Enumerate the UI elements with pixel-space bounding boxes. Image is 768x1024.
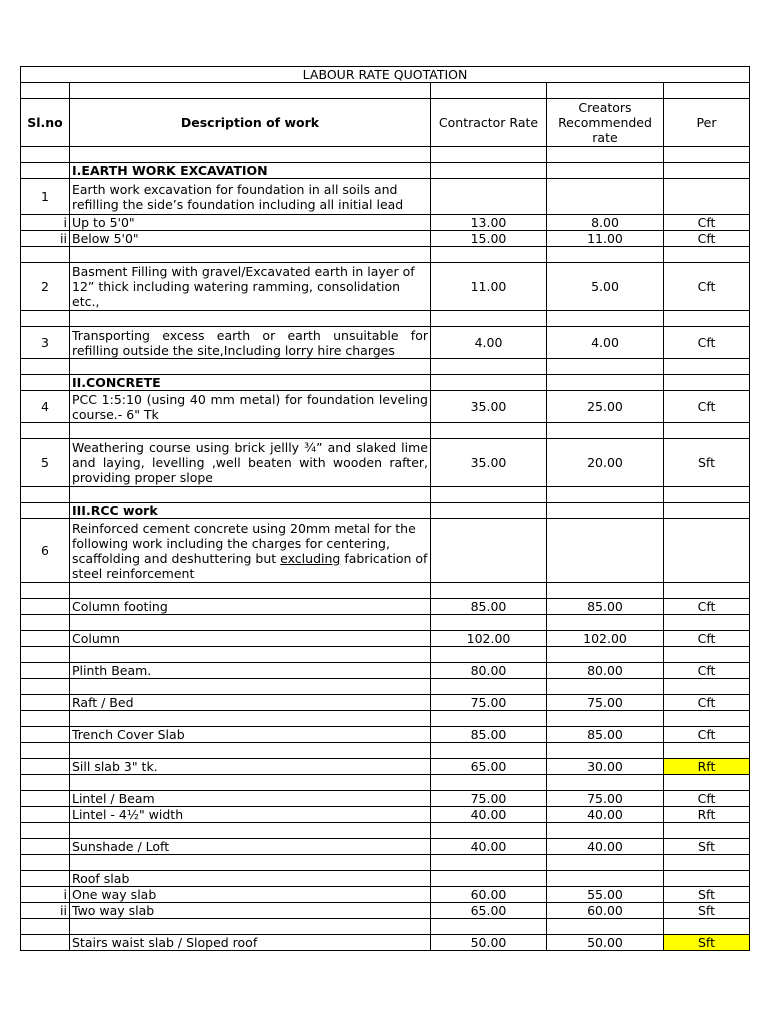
- contractor-rate-cell: 11.00: [431, 263, 547, 311]
- empty-cell: [431, 423, 547, 439]
- empty-cell: [431, 615, 547, 631]
- header-creators-rate: Creators Recommended rate: [547, 99, 664, 147]
- empty-cell: [664, 359, 750, 375]
- sl-number: [21, 935, 70, 951]
- contractor-rate-cell: 60.00: [431, 887, 547, 903]
- empty-cell: [547, 583, 664, 599]
- per-unit-cell: Cft: [664, 695, 750, 711]
- table-row: [21, 935, 750, 951]
- contractor-rate-cell: 40.00: [431, 807, 547, 823]
- table-row: [21, 871, 750, 887]
- sl-cell: [21, 163, 70, 179]
- empty-cell: [70, 679, 431, 695]
- empty-cell: [431, 919, 547, 935]
- blank-row: [21, 359, 750, 375]
- table-row: [21, 327, 750, 359]
- work-description: Column: [70, 631, 431, 647]
- empty-cell: [547, 247, 664, 263]
- per-unit-cell: Cft: [664, 663, 750, 679]
- empty-cell: [547, 743, 664, 759]
- empty-cell: [431, 359, 547, 375]
- empty-cell: [664, 583, 750, 599]
- table-row: [21, 599, 750, 615]
- recommended-rate-cell: 25.00: [547, 391, 664, 423]
- contractor-rate-cell: 75.00: [431, 695, 547, 711]
- empty-cell: [547, 823, 664, 839]
- empty-cell: [547, 487, 664, 503]
- empty-cell: [664, 679, 750, 695]
- empty-cell: [664, 823, 750, 839]
- per-cell: [664, 163, 750, 179]
- recommended-rate-cell: 85.00: [547, 599, 664, 615]
- section-heading-row: [21, 503, 750, 519]
- sl-number: 3: [21, 327, 70, 359]
- contractor-rate-cell: 75.00: [431, 791, 547, 807]
- recommended-rate-cell: 80.00: [547, 663, 664, 679]
- recommended-rate-cell: [547, 163, 664, 179]
- blank-row: [21, 487, 750, 503]
- table-row: [21, 391, 750, 423]
- empty-cell: [431, 775, 547, 791]
- blank-row: [21, 919, 750, 935]
- sl-number: ii: [21, 903, 70, 919]
- sl-number: [21, 599, 70, 615]
- work-description: Transporting excess earth or earth unsuitable for refilling outside the site,Including lorry hire charges: [70, 327, 431, 359]
- empty-cell: [664, 647, 750, 663]
- empty-cell: [21, 711, 70, 727]
- blank-row: [21, 583, 750, 599]
- empty-cell: [431, 855, 547, 871]
- table-row: [21, 179, 750, 215]
- recommended-rate-cell: 75.00: [547, 791, 664, 807]
- empty-cell: [70, 647, 431, 663]
- blank-row: [21, 775, 750, 791]
- table-row: [21, 759, 750, 775]
- work-description: Below 5'0": [70, 231, 431, 247]
- per-unit-cell: Cft: [664, 327, 750, 359]
- work-description: Lintel - 4½" width: [70, 807, 431, 823]
- empty-cell: [70, 711, 431, 727]
- empty-cell: [664, 487, 750, 503]
- sl-number: 2: [21, 263, 70, 311]
- per-unit-cell: Sft: [664, 439, 750, 487]
- contractor-rate-cell: 40.00: [431, 839, 547, 855]
- sl-number: [21, 839, 70, 855]
- empty-cell: [664, 311, 750, 327]
- sl-number: i: [21, 215, 70, 231]
- section-title: II.CONCRETE: [70, 375, 431, 391]
- sl-number: [21, 663, 70, 679]
- empty-cell: [21, 743, 70, 759]
- description-underlined-text: excluding: [280, 550, 341, 566]
- sl-number: [21, 631, 70, 647]
- per-unit-cell: Sft: [664, 839, 750, 855]
- empty-cell: [547, 311, 664, 327]
- empty-cell: [70, 823, 431, 839]
- empty-cell: [21, 423, 70, 439]
- contractor-rate-cell: 35.00: [431, 391, 547, 423]
- sl-cell: [21, 375, 70, 391]
- per-unit-cell: Cft: [664, 727, 750, 743]
- recommended-rate-cell: [547, 871, 664, 887]
- contractor-rate-cell: 50.00: [431, 935, 547, 951]
- contractor-rate-cell: 15.00: [431, 231, 547, 247]
- per-unit-cell: [664, 179, 750, 215]
- header-row: [21, 99, 750, 147]
- recommended-rate-cell: 55.00: [547, 887, 664, 903]
- per-unit-cell: Sft: [664, 903, 750, 919]
- contractor-rate-cell: 80.00: [431, 663, 547, 679]
- sl-number: [21, 871, 70, 887]
- sl-number: ii: [21, 231, 70, 247]
- work-description: Raft / Bed: [70, 695, 431, 711]
- work-description: Roof slab: [70, 871, 431, 887]
- contractor-rate-cell: 85.00: [431, 727, 547, 743]
- table-row: [21, 839, 750, 855]
- contractor-rate-cell: 65.00: [431, 903, 547, 919]
- table-row: [21, 727, 750, 743]
- section-heading-row: [21, 375, 750, 391]
- empty-cell: [664, 743, 750, 759]
- table-row: [21, 215, 750, 231]
- table-row: [21, 791, 750, 807]
- contractor-rate-cell: [431, 179, 547, 215]
- table-row: [21, 807, 750, 823]
- work-description: Weathering course using brick jellly ¾” and slaked lime and laying, levelling ,well beaten with wooden rafter, providing proper slope: [70, 439, 431, 487]
- sl-number: 1: [21, 179, 70, 215]
- empty-cell: [70, 919, 431, 935]
- blank-row: [21, 743, 750, 759]
- recommended-rate-cell: 40.00: [547, 807, 664, 823]
- work-description: Plinth Beam.: [70, 663, 431, 679]
- empty-cell: [547, 147, 664, 163]
- recommended-rate-cell: 50.00: [547, 935, 664, 951]
- work-description: Earth work excavation for foundation in all soils and refilling the side’s foundation including all initial lead: [70, 179, 431, 215]
- recommended-rate-cell: [547, 519, 664, 583]
- empty-cell: [70, 615, 431, 631]
- empty-cell: [431, 487, 547, 503]
- recommended-rate-cell: 4.00: [547, 327, 664, 359]
- empty-cell: [547, 359, 664, 375]
- per-unit-cell: Cft: [664, 791, 750, 807]
- per-cell: [664, 503, 750, 519]
- empty-cell: [431, 247, 547, 263]
- contractor-rate-cell: 102.00: [431, 631, 547, 647]
- empty-cell: [70, 487, 431, 503]
- empty-cell: [547, 711, 664, 727]
- empty-cell: [547, 423, 664, 439]
- work-description: PCC 1:5:10 (using 40 mm metal) for foundation leveling course.- 6" Tk: [70, 391, 431, 423]
- empty-cell: [431, 311, 547, 327]
- empty-cell: [21, 311, 70, 327]
- section-title: III.RCC work: [70, 503, 431, 519]
- table-row: [21, 695, 750, 711]
- empty-cell: [547, 679, 664, 695]
- per-unit-cell: [664, 519, 750, 583]
- per-unit-cell: Cft: [664, 215, 750, 231]
- table-row: [21, 519, 750, 583]
- empty-cell: [431, 647, 547, 663]
- empty-cell: [664, 147, 750, 163]
- work-description: Two way slab: [70, 903, 431, 919]
- empty-cell: [664, 423, 750, 439]
- recommended-rate-cell: 40.00: [547, 839, 664, 855]
- empty-cell: [70, 359, 431, 375]
- per-unit-cell: Cft: [664, 391, 750, 423]
- contractor-rate-cell: [431, 503, 547, 519]
- empty-cell: [21, 583, 70, 599]
- contractor-rate-cell: 35.00: [431, 439, 547, 487]
- per-unit-cell: [664, 871, 750, 887]
- empty-cell: [70, 855, 431, 871]
- sl-number: 5: [21, 439, 70, 487]
- recommended-rate-cell: 102.00: [547, 631, 664, 647]
- empty-cell: [21, 855, 70, 871]
- blank-row: [21, 615, 750, 631]
- recommended-rate-cell: 75.00: [547, 695, 664, 711]
- empty-cell: [664, 247, 750, 263]
- sl-number: [21, 727, 70, 743]
- work-description: Trench Cover Slab: [70, 727, 431, 743]
- recommended-rate-cell: 8.00: [547, 215, 664, 231]
- recommended-rate-cell: 30.00: [547, 759, 664, 775]
- blank-row: [21, 823, 750, 839]
- empty-cell: [21, 487, 70, 503]
- empty-cell: [547, 919, 664, 935]
- empty-cell: [70, 247, 431, 263]
- title-row: [21, 67, 750, 83]
- per-unit-cell: Sft: [664, 935, 750, 951]
- sl-number: [21, 695, 70, 711]
- recommended-rate-cell: [547, 179, 664, 215]
- empty-cell: [70, 147, 431, 163]
- per-unit-cell: Cft: [664, 263, 750, 311]
- work-description: Sunshade / Loft: [70, 839, 431, 855]
- header-description: Description of work: [70, 99, 431, 147]
- empty-cell: [431, 679, 547, 695]
- recommended-rate-cell: 60.00: [547, 903, 664, 919]
- blank-row: [21, 247, 750, 263]
- sl-number: 4: [21, 391, 70, 423]
- blank-row: [21, 147, 750, 163]
- work-description: Basment Filling with gravel/Excavated earth in layer of 12” thick including watering ramming, consolidation etc.,: [70, 263, 431, 311]
- per-unit-cell: Cft: [664, 231, 750, 247]
- empty-cell: [70, 583, 431, 599]
- section-title: I.EARTH WORK EXCAVATION: [70, 163, 431, 179]
- contractor-rate-cell: 65.00: [431, 759, 547, 775]
- contractor-rate-cell: [431, 519, 547, 583]
- sheet-title: LABOUR RATE QUOTATION: [21, 67, 750, 83]
- sl-number: i: [21, 887, 70, 903]
- blank-row: [21, 855, 750, 871]
- blank-row: [21, 311, 750, 327]
- work-description: Up to 5'0": [70, 215, 431, 231]
- contractor-rate-cell: 85.00: [431, 599, 547, 615]
- empty-cell: [21, 615, 70, 631]
- sl-number: [21, 759, 70, 775]
- sl-number: 6: [21, 519, 70, 583]
- section-heading-row: [21, 163, 750, 179]
- contractor-rate-cell: [431, 871, 547, 887]
- work-description: Lintel / Beam: [70, 791, 431, 807]
- empty-cell: [21, 359, 70, 375]
- work-description: Column footing: [70, 599, 431, 615]
- empty-cell: [664, 711, 750, 727]
- empty-cell: [431, 583, 547, 599]
- empty-cell: [664, 615, 750, 631]
- empty-cell: [431, 823, 547, 839]
- contractor-rate-cell: [431, 375, 547, 391]
- empty-cell: [21, 775, 70, 791]
- empty-cell: [547, 775, 664, 791]
- contractor-rate-cell: 4.00: [431, 327, 547, 359]
- work-description: Stairs waist slab / Sloped roof: [70, 935, 431, 951]
- empty-cell: [431, 743, 547, 759]
- labour-rate-table: [20, 66, 750, 951]
- blank-row: [21, 423, 750, 439]
- empty-cell: [431, 147, 547, 163]
- empty-cell: [70, 311, 431, 327]
- table-row: [21, 887, 750, 903]
- work-description: Sill slab 3" tk.: [70, 759, 431, 775]
- recommended-rate-cell: 11.00: [547, 231, 664, 247]
- empty-cell: [70, 743, 431, 759]
- blank-row: [21, 679, 750, 695]
- empty-cell: [547, 647, 664, 663]
- empty-cell: [70, 423, 431, 439]
- empty-cell: [21, 679, 70, 695]
- per-unit-cell: Cft: [664, 599, 750, 615]
- recommended-rate-cell: 5.00: [547, 263, 664, 311]
- empty-cell: [431, 711, 547, 727]
- empty-cell: [21, 247, 70, 263]
- empty-cell: [21, 147, 70, 163]
- header-slno: Sl.no: [21, 99, 70, 147]
- empty-cell: [21, 919, 70, 935]
- header-contractor-rate: Contractor Rate: [431, 99, 547, 147]
- recommended-rate-cell: [547, 375, 664, 391]
- description-text: Reinforced cement concrete using 20mm metal for the following work including the charges for centering, scaffolding and deshuttering but: [72, 520, 416, 566]
- empty-cell: [664, 855, 750, 871]
- blank-row: [21, 711, 750, 727]
- work-description: One way slab: [70, 887, 431, 903]
- empty-cell: [547, 855, 664, 871]
- per-unit-cell: Cft: [664, 631, 750, 647]
- table-row: [21, 231, 750, 247]
- per-unit-cell: Sft: [664, 887, 750, 903]
- blank-row: [21, 83, 750, 99]
- empty-cell: [664, 775, 750, 791]
- header-per: Per: [664, 99, 750, 147]
- empty-cell: [70, 775, 431, 791]
- empty-cell: [21, 647, 70, 663]
- sl-cell: [21, 503, 70, 519]
- sl-number: [21, 807, 70, 823]
- table-row: [21, 663, 750, 679]
- per-unit-cell: Rft: [664, 807, 750, 823]
- empty-cell: [664, 919, 750, 935]
- table-row: [21, 631, 750, 647]
- per-cell: [664, 375, 750, 391]
- description-text: fabrication of steel reinforcement: [72, 550, 428, 581]
- per-unit-cell: Rft: [664, 759, 750, 775]
- empty-cell: [547, 615, 664, 631]
- work-description: [70, 519, 431, 583]
- table-row: [21, 903, 750, 919]
- contractor-rate-cell: 13.00: [431, 215, 547, 231]
- table-row: [21, 263, 750, 311]
- recommended-rate-cell: 20.00: [547, 439, 664, 487]
- sl-number: [21, 791, 70, 807]
- contractor-rate-cell: [431, 163, 547, 179]
- recommended-rate-cell: 85.00: [547, 727, 664, 743]
- table-row: [21, 439, 750, 487]
- blank-row: [21, 647, 750, 663]
- recommended-rate-cell: [547, 503, 664, 519]
- empty-cell: [21, 823, 70, 839]
